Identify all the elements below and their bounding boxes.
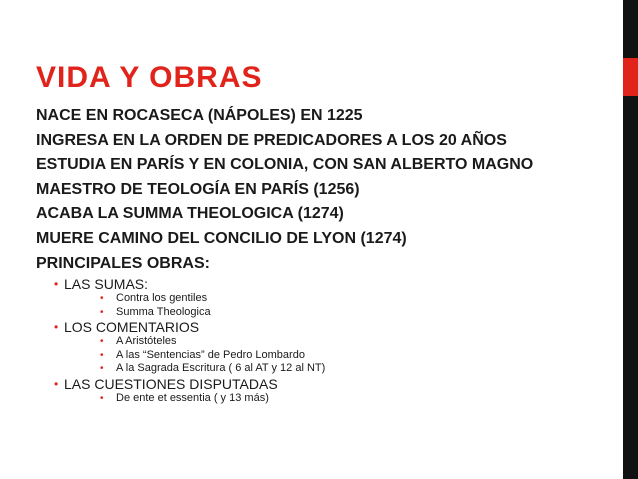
works-list-item: [36, 376, 616, 392]
works-sub-item-label: A la Sagrada Escritura ( 6 al AT y 12 al NT): [116, 362, 326, 375]
works-sub-item-label: Summa Theologica: [116, 305, 211, 318]
works-sub-item: [36, 306, 616, 320]
bullet-icon: •: [54, 376, 59, 391]
works-item-label: LAS SUMAS:: [64, 276, 149, 293]
works-sub-item: [36, 335, 616, 349]
birth-line: NACE EN ROCASECA (NÁPOLES) EN 1225: [36, 107, 363, 124]
order-line: INGRESA EN LA ORDEN DE PREDICADORES A LOS 20 AÑOS: [36, 131, 507, 149]
bullet-icon: •: [54, 277, 59, 292]
works-sub-item-label: Contra los gentiles: [116, 292, 208, 305]
slide-body: [36, 104, 616, 405]
bullet-icon: •: [100, 293, 104, 305]
bullet-icon: •: [100, 392, 104, 404]
bullet-icon: •: [100, 336, 104, 348]
bullet-icon: •: [54, 320, 59, 335]
death-line: MUERE CAMINO DEL CONCILIO DE LYON (1274): [36, 229, 407, 247]
teacher-line: MAESTRO DE TEOLOGÍA EN PARÍS (1256): [36, 180, 360, 198]
works-sub-item-label: De ente et essentia ( y 13 más): [116, 391, 269, 404]
right-edge-accent: [623, 58, 638, 96]
works-sub-item-label: A las “Sentencias” de Pedro Lombardo: [116, 348, 305, 361]
works-sub-item: [36, 362, 616, 376]
works-sub-item: [36, 392, 616, 406]
summa-line: ACABA LA SUMMA THEOLOGICA (1274): [36, 205, 344, 223]
works-item-label: LAS CUESTIONES DISPUTADAS: [64, 375, 278, 392]
works-list-item: [36, 276, 616, 292]
works-sub-item-label: A Aristóteles: [116, 335, 177, 348]
works-sub-item: [36, 349, 616, 363]
works-sub-item: [36, 292, 616, 306]
works-item-label: LOS COMENTARIOS: [64, 319, 200, 336]
slide-title: VIDA Y OBRAS: [36, 61, 263, 94]
works-list-item: [36, 319, 616, 335]
works-heading: PRINCIPALES OBRAS:: [36, 254, 210, 272]
studies-line: ESTUDIA EN PARÍS Y EN COLONIA, CON SAN ALBERTO MAGNO: [36, 156, 534, 174]
bullet-icon: •: [100, 349, 104, 361]
bullet-icon: •: [100, 363, 104, 375]
bullet-icon: •: [100, 306, 104, 318]
